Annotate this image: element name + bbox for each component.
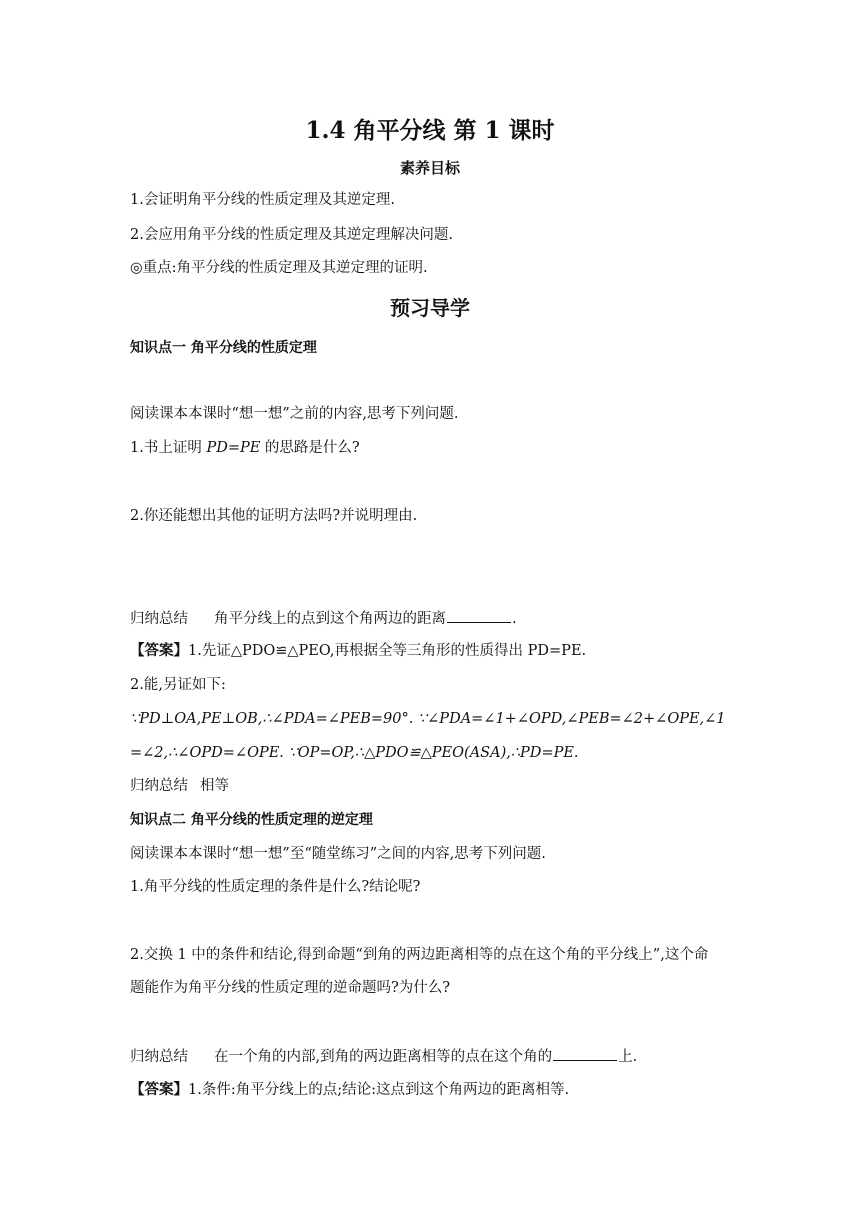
kp1-summary-answer-text: 相等 [200, 778, 229, 794]
kp1-summary-end: . [512, 611, 517, 627]
kp1-proof-line-2: =∠2,∴∠OPD=∠OPE. ∵OP=OP,∴△PDO≌△PEO(ASA),∴PD=PE. [130, 745, 579, 761]
kp1-answer-1 [130, 641, 586, 661]
kp2-question-2-line-1: 2.交换 1 中的条件和结论,得到命题“到角的两边距离相等的点在这个角的平分线上”,这个命 [130, 947, 709, 963]
kp2-summary-blank [553, 1046, 617, 1061]
kp2-summary-text: 在一个角的内部,到角的两边距离相等的点在这个角的 [214, 1049, 553, 1065]
kp1-summary-answer [130, 776, 229, 796]
section-title: 预习导学 [390, 296, 470, 320]
kp1-proof-line-1: ∵PD⊥OA,PE⊥OB,∴∠PDA=∠PEB=90°. ∵∠PDA=∠1+∠OPD,∠PEB=∠2+∠OPE,∠1 [130, 711, 726, 727]
kp1-question-1 [130, 438, 360, 458]
kp2-question-2-line-2: 题能作为角平分线的性质定理的逆命题吗?为什么? [130, 980, 451, 996]
kp1-summary-label: 归纳总结 [130, 611, 188, 627]
kp2-summary-label: 归纳总结 [130, 1049, 188, 1065]
kp1-heading: 知识点一 角平分线的性质定理 [130, 340, 317, 356]
goal-key-point: ◎重点:角平分线的性质定理及其逆定理的证明. [130, 260, 428, 276]
lesson-title: 1.4 角平分线 第 1 课时 [305, 117, 555, 144]
kp1-summary-blank [447, 608, 511, 623]
goals-heading: 素养目标 [399, 159, 460, 177]
kp1-question-2: 2.你还能想出其他的证明方法吗?并说明理由. [130, 508, 418, 524]
kp1-q1-math: PD=PE [206, 440, 261, 456]
kp2-heading: 知识点二 角平分线的性质定理的逆定理 [130, 812, 373, 828]
goal-item-1: 1.会证明角平分线的性质定理及其逆定理. [130, 192, 395, 208]
kp2-intro: 阅读课本本课时“想一想”至“随堂练习”之间的内容,思考下列问题. [130, 846, 546, 862]
kp2-answer-1-text: 1.条件:角平分线上的点;结论:这点到这个角两边的距离相等. [188, 1082, 570, 1098]
kp1-answer-2: 2.能,另证如下: [130, 677, 226, 693]
kp1-q1-post: 的思路是什么? [260, 440, 360, 456]
kp1-answer-1-text: 1.先证△PDO≌△PEO,再根据全等三角形的性质得出 PD=PE. [188, 643, 587, 659]
kp2-answer-label: 【答案】 [130, 1081, 188, 1098]
kp1-summary-answer-label: 归纳总结 [130, 778, 188, 794]
kp1-summary-text: 角平分线上的点到这个角两边的距离 [214, 611, 446, 627]
kp1-q1-pre: 1.书上证明 [130, 440, 207, 456]
kp1-intro: 阅读课本本课时“想一想”之前的内容,思考下列问题. [130, 406, 459, 422]
kp2-summary-end: 上. [618, 1049, 638, 1065]
kp1-summary [130, 608, 517, 629]
goal-item-2: 2.会应用角平分线的性质定理及其逆定理解决问题. [130, 227, 453, 243]
kp2-summary [130, 1046, 637, 1067]
kp2-answer-1 [130, 1080, 569, 1100]
kp2-question-1: 1.角平分线的性质定理的条件是什么?结论呢? [130, 879, 421, 895]
kp1-answer-label: 【答案】 [130, 642, 188, 659]
